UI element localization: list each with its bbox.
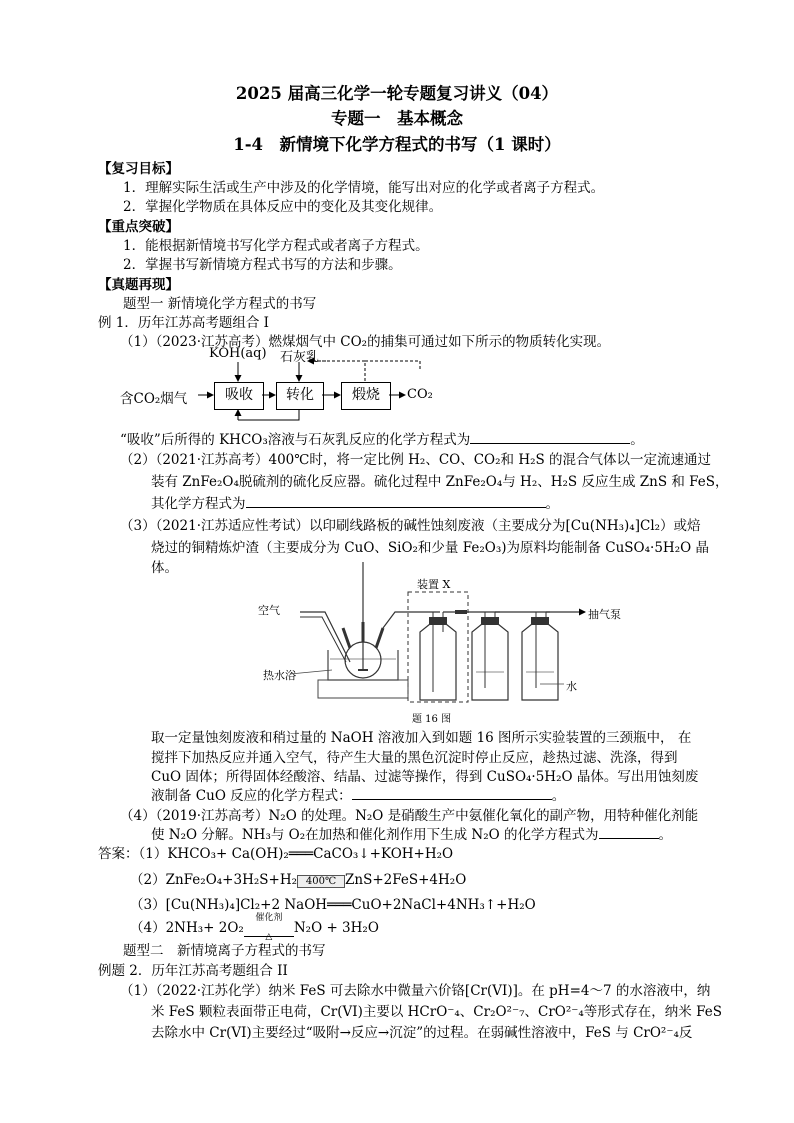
q3-para-4: 液制备 CuO 反应的化学方程式： 。 [151, 784, 565, 804]
q1-intro: （1）（2023·江苏高考）燃煤烟气中 CO₂的捕集可通过如下所示的物质转化实现。 [120, 334, 611, 350]
diagram-arrows [0, 0, 794, 440]
example2-heading: 例题 2．历年江苏高考题组合 II [98, 963, 288, 979]
q3-para-3: CuO 固体；所得固体经酸溶、结晶、过滤等操作，得到 CuSO₄·5H₂O 晶体。写出用蚀刻废 [151, 769, 699, 785]
q3-question: 液制备 CuO 反应的化学方程式： [151, 788, 352, 804]
focus-item-1: 1．能根据新情境书写化学方程式或者离子方程式。 [123, 238, 429, 254]
doc-title: 2025 届高三化学一轮专题复习讲义（04） [235, 84, 559, 103]
answer-2 [130, 868, 466, 888]
review-header: 【复习目标】 [98, 161, 179, 177]
q4-blank[interactable] [599, 824, 659, 839]
e2-line2: 米 FeS 颗粒表面带正电荷，Cr(VI)主要以 HCrO⁻₄、Cr₂O²⁻₇、CrO²⁻₄等形式存在，纳米 FeS [151, 1004, 722, 1020]
q1-blank[interactable] [470, 429, 630, 444]
pump-label: 抽气泵 [588, 608, 621, 621]
q4-line1: （4）（2019·江苏高考）N₂O 的处理。N₂O 是硝酸生产中氨催化氧化的副产物，用特种催化剂能 [120, 808, 699, 824]
heat-label: △ [265, 932, 273, 942]
koh-label: KOH(aq) [209, 346, 267, 361]
q2-question: 其化学方程式为 [151, 496, 246, 512]
lesson-title: 1-4 新情境下化学方程式的书写（1 课时） [233, 135, 561, 154]
output-label: CO₂ [407, 387, 433, 402]
q3-para-2: 搅拌下加热反应并通入空气，待产生大量的黑色沉淀时停止反应，趁热过滤、洗涤，得到 [151, 750, 678, 766]
calcine-box: 煅烧 [341, 382, 391, 410]
topic-title: 专题一 基本概念 [331, 109, 463, 128]
lime-label: 石灰乳 [280, 350, 320, 365]
q3-line3: 体。 [151, 560, 178, 576]
example1-heading: 例 1．历年江苏高考题组合 I [98, 315, 270, 331]
answer-4-right: N₂O + 3H₂O [293, 920, 379, 936]
focus-item-2: 2．掌握书写新情境方程式书写的方法和步骤。 [123, 257, 402, 273]
q3-blank[interactable] [352, 785, 552, 800]
catalyst-label: 催化剂 [255, 913, 283, 923]
answer-2-cond-label: 400℃ [297, 875, 345, 888]
answer-2-left: （2）ZnFe₂O₄+3H₂S+H₂ [130, 872, 298, 888]
answer-2-right: ZnS+2FeS+4H₂O [345, 872, 467, 888]
air-label: 空气 [258, 604, 280, 617]
answer-1: （1）KHCO₃+ Ca(OH)₂═══CaCO₃↓+KOH+H₂O [138, 846, 454, 862]
review-item-2: 2．掌握化学物质在具体反应中的变化及其变化规律。 [123, 199, 443, 215]
q2-line3: 其化学方程式为 。 [151, 492, 559, 512]
type2-heading: 题型二 新情境离子方程式的书写 [123, 943, 326, 959]
e2-line3: 去除水中 Cr(VI)主要经过“吸附→反应→沉淀”的过程。在弱碱性溶液中，FeS 与 CrO²⁻₄反 [151, 1025, 693, 1041]
answer-4-condition [244, 913, 294, 942]
q4-question: 使 N₂O 分解。NH₃与 O₂在加热和催化剂作用下生成 N₂O 的化学方程式为 [151, 827, 599, 843]
q2-blank[interactable] [246, 493, 546, 508]
review-item-1: 1．理解实际生活或生产中涉及的化学情境，能写出对应的化学或者离子方程式。 [123, 180, 605, 196]
device-x-label: 装置 X [417, 578, 451, 591]
q4-line2: 使 N₂O 分解。NH₃与 O₂在加热和催化剂作用下生成 N₂O 的化学方程式为 。 [151, 823, 672, 843]
q1-text: “吸收”后所得的 KHCO₃溶液与石灰乳反应的化学方程式为 。 [120, 428, 644, 448]
q2-line2: 装有 ZnFe₂O₄脱硫剂的硫化反应器。硫化过程中 ZnFe₂O₄与 H₂、H₂S 反应生成 ZnS 和 FeS， [151, 474, 729, 490]
real-header: 【真题再现】 [98, 277, 179, 293]
convert-box: 转化 [276, 382, 324, 410]
q1-question: “吸收”后所得的 KHCO₃溶液与石灰乳反应的化学方程式为 [120, 432, 471, 448]
input-label: 含CO₂烟气 [120, 391, 188, 407]
q3-line2: 烧过的铜精炼炉渣（主要成分为 CuO、SiO₂和少量 Fe₂O₃)为原料均能制备 CuSO₄·5H₂O 晶 [151, 540, 709, 556]
e2-line1: （1）（2022·江苏化学）纳米 FeS 可去除水中微量六价铬[Cr(VI)]。在 pH=4～7 的水溶液中，纳 [120, 983, 711, 999]
q3-para-1: 取一定量蚀刻废液和稍过量的 NaOH 溶液加入到如题 16 图所示实验装置的三颈瓶中， 在 [151, 730, 692, 746]
type1-heading: 题型一 新情境化学方程式的书写 [123, 296, 317, 312]
q2-line1: （2）（2021·江苏高考）400℃时，将一定比例 H₂、CO、CO₂和 H₂S 的混合气体以一定流速通过 [120, 452, 712, 468]
answer-4 [130, 913, 379, 942]
answer-2-condition [297, 872, 345, 888]
water-label: 水 [566, 680, 577, 693]
answer-4-left: （4）2NH₃+ 2O₂ [130, 920, 244, 936]
answers-label: 答案： [98, 846, 139, 862]
bath-label: 热水浴 [263, 669, 296, 682]
answer-3: （3）[Cu(NH₃)₄]Cl₂+2 NaOH═══CuO+2NaCl+4NH₃↑+H₂O [130, 897, 536, 913]
figure-caption: 题 16 图 [412, 714, 452, 725]
answers-a1 [98, 842, 453, 862]
focus-header: 【重点突破】 [98, 219, 179, 235]
q3-line1: （3）（2021·江苏适应性考试）以印刷线路板的碱性蚀刻废液（主要成分为[Cu(NH₃)₄]Cl₂）或焙 [120, 518, 701, 534]
absorb-box: 吸收 [214, 382, 264, 410]
